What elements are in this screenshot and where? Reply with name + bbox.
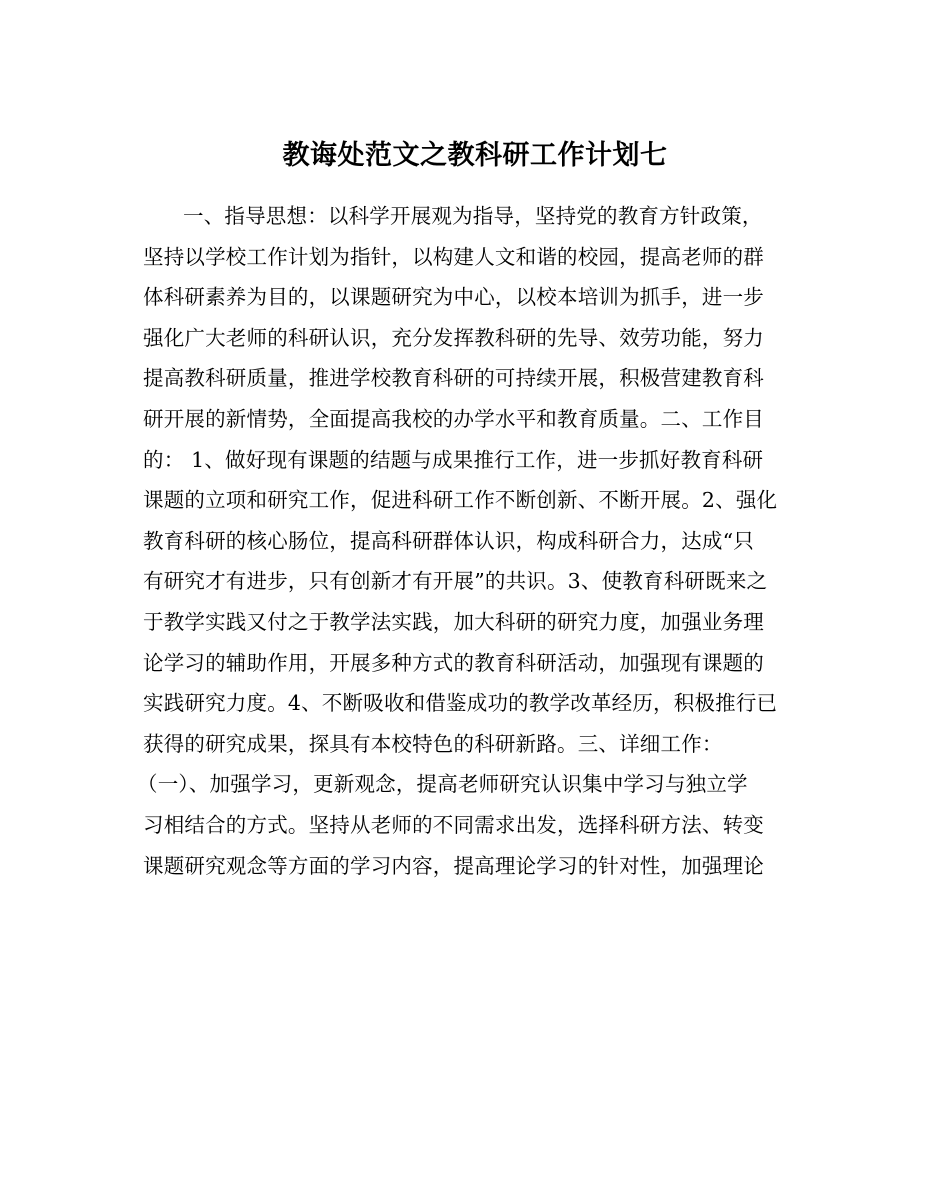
paragraph-line: 体科研素养为目的，以课题研究为中心，以校本培训为抓手，进一步 [143,285,764,310]
paragraph-line: （一）、加强学习，更新观念，提高老师研究认识集中学习与独立学 [137,772,748,797]
paragraph-line: 教育科研的核心肠位，提高科研群体认识，构成科研合力，达成“只 [143,528,754,553]
paragraph-line: 实践研究力度。4、不断吸收和借鉴成功的教学改革经历，积极推行已 [143,691,778,716]
document-title: 教诲处范文之教科研工作计划七 [282,140,668,171]
document-body [137,196,823,886]
paragraph-line: 强化广大老师的科研认识，充分发挥教科研的先导、效劳功能，努力 [143,325,764,350]
paragraph-line: 习相结合的方式。坚持从老师的不同需求出发，选择科研方法、转变 [143,812,764,837]
paragraph-line: 研开展的新情势，全面提高我校的办学水平和教育质量。二、工作目 [143,406,764,431]
paragraph-line: 于教学实践又付之于教学法实践，加大科研的研究力度，加强业务理 [143,609,764,634]
paragraph-line: 提高教科研质量，推进学校教育科研的可持续开展，积极营建教育科 [143,366,764,391]
paragraph-line: 课题的立项和研究工作，促进科研工作不断创新、不断开展。2、强化 [143,488,778,513]
paragraph-line: 一、指导思想：以科学开展观为指导，坚持党的教育方针政策， [183,204,763,228]
paragraph-line: 有研究才有进步，只有创新才有开展”的共识。3、使教育科研既来之 [143,569,768,594]
paragraph-line: 的： 1、做好现有课题的结题与成果推行工作，进一步抓好教育科研 [143,447,764,472]
paragraph-line: 获得的研究成果，探具有本校特色的科研新路。三、详细工作： [143,731,723,756]
paragraph-line: 坚持以学校工作计划为指针，以构建人文和谐的校园，提高老师的群 [143,244,764,269]
paragraph-line: 论学习的辅助作用，开展多种方式的教育科研活动，加强现有课题的 [143,650,764,675]
paragraph-line: 课题研究观念等方面的学习内容，提高理论学习的针对性，加强理论 [143,853,764,878]
